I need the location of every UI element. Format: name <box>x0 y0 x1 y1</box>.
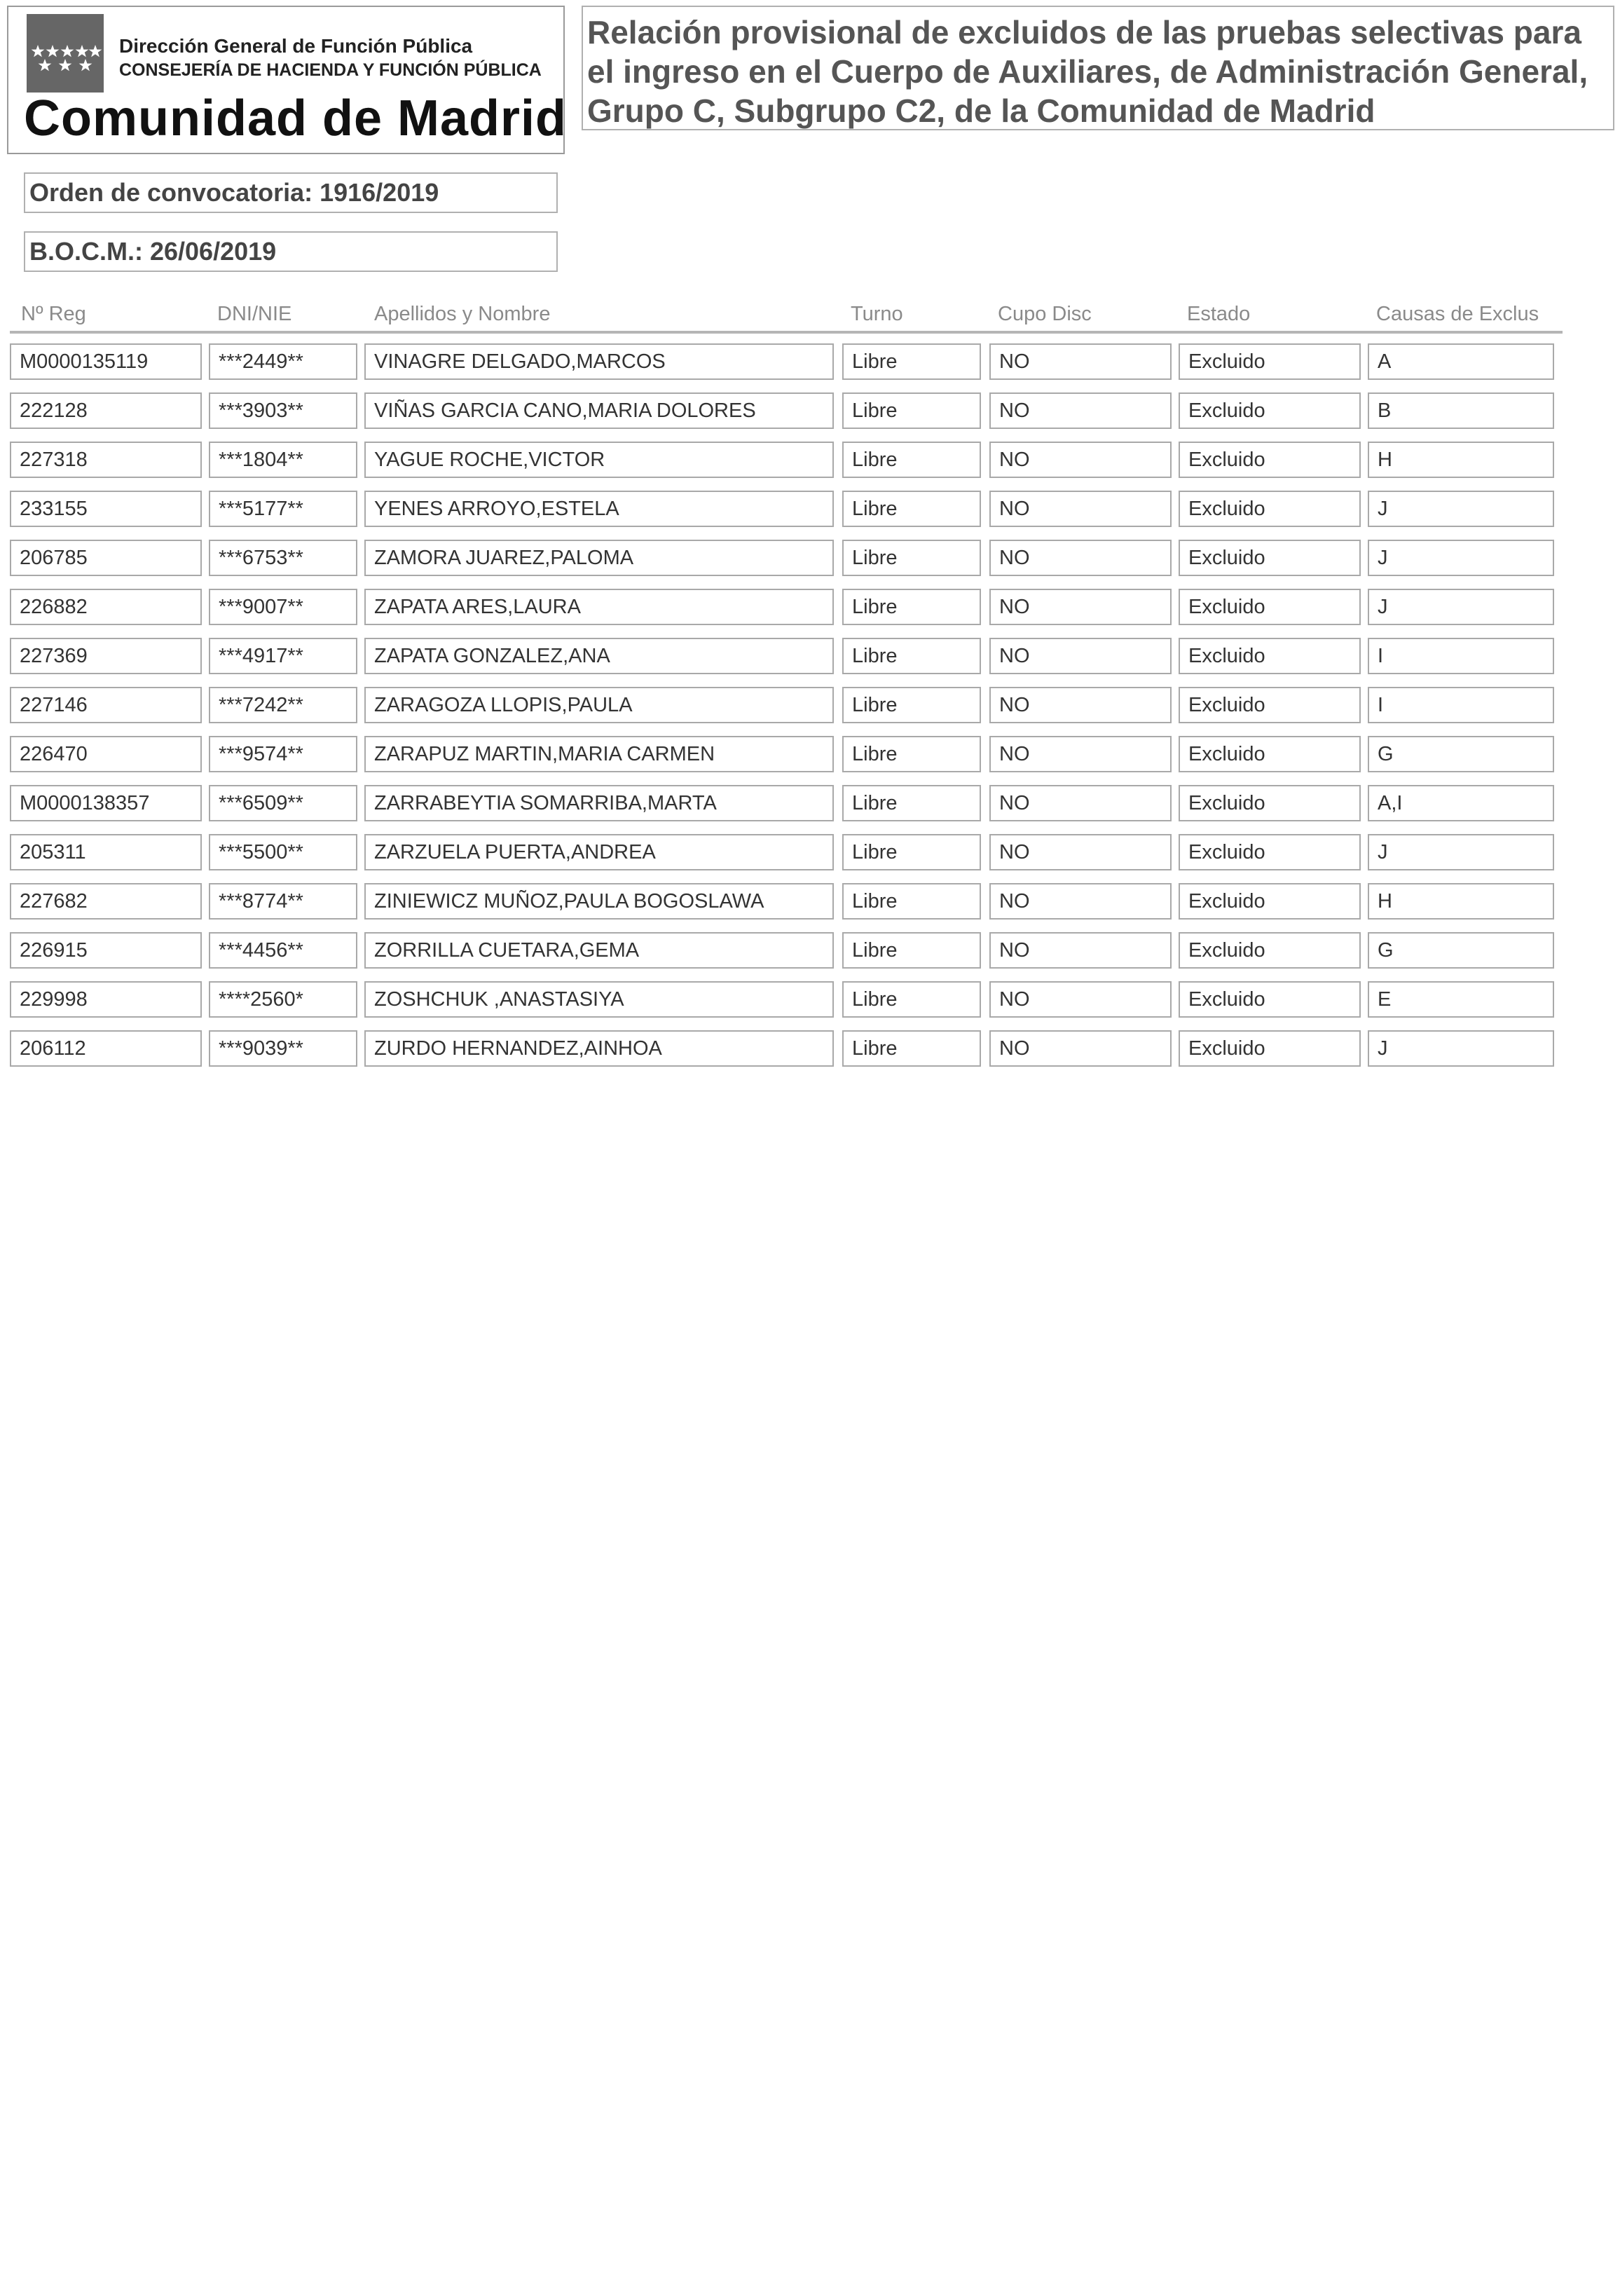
cell-reg: 206112 <box>10 1030 202 1067</box>
table-row <box>0 932 1620 969</box>
cell-estado: Excluido <box>1179 834 1361 870</box>
cell-turno: Libre <box>842 343 981 380</box>
bocm-date: B.O.C.M.: 26/06/2019 <box>24 231 558 272</box>
cell-cupo: NO <box>989 736 1172 772</box>
cell-name: VIÑAS GARCIA CANO,MARIA DOLORES <box>364 392 834 429</box>
cell-cupo: NO <box>989 343 1172 380</box>
cell-cupo: NO <box>989 491 1172 527</box>
cell-causa: A <box>1368 343 1554 380</box>
cell-estado: Excluido <box>1179 442 1361 478</box>
cell-turno: Libre <box>842 589 981 625</box>
cell-causa: A,I <box>1368 785 1554 821</box>
cell-dni: ***3903** <box>209 392 357 429</box>
cell-causa: B <box>1368 392 1554 429</box>
cell-causa: I <box>1368 638 1554 674</box>
cell-causa: H <box>1368 883 1554 920</box>
table-row <box>0 785 1620 821</box>
department-name: Dirección General de Función Pública <box>119 35 473 57</box>
cell-estado: Excluido <box>1179 785 1361 821</box>
cell-name: ZAMORA JUAREZ,PALOMA <box>364 540 834 576</box>
cell-dni: ***6509** <box>209 785 357 821</box>
cell-turno: Libre <box>842 736 981 772</box>
cell-causa: I <box>1368 687 1554 723</box>
cell-reg: 226470 <box>10 736 202 772</box>
cell-dni: ***5177** <box>209 491 357 527</box>
cell-reg: 229998 <box>10 981 202 1018</box>
header-causa: Causas de Exclus <box>1376 303 1539 325</box>
cell-cupo: NO <box>989 981 1172 1018</box>
table-row <box>0 589 1620 625</box>
cell-dni: ***9039** <box>209 1030 357 1067</box>
cell-reg: 227369 <box>10 638 202 674</box>
cell-turno: Libre <box>842 540 981 576</box>
header-reg: Nº Reg <box>21 303 86 325</box>
cell-name: ZARZUELA PUERTA,ANDREA <box>364 834 834 870</box>
cell-turno: Libre <box>842 981 981 1018</box>
cell-turno: Libre <box>842 883 981 920</box>
cell-reg: 206785 <box>10 540 202 576</box>
cell-turno: Libre <box>842 687 981 723</box>
table-row <box>0 343 1620 380</box>
cell-dni: ***9574** <box>209 736 357 772</box>
header-cupo: Cupo Disc <box>998 303 1092 325</box>
cell-dni: ***4456** <box>209 932 357 969</box>
cell-reg: 227682 <box>10 883 202 920</box>
cell-dni: ***7242** <box>209 687 357 723</box>
cell-reg: M0000138357 <box>10 785 202 821</box>
cell-name: ZARAPUZ MARTIN,MARIA CARMEN <box>364 736 834 772</box>
cell-cupo: NO <box>989 834 1172 870</box>
cell-estado: Excluido <box>1179 687 1361 723</box>
cell-causa: J <box>1368 491 1554 527</box>
cell-name: ZOSHCHUK ,ANASTASIYA <box>364 981 834 1018</box>
cell-causa: G <box>1368 932 1554 969</box>
cell-name: ZARRABEYTIA SOMARRIBA,MARTA <box>364 785 834 821</box>
cell-reg: 233155 <box>10 491 202 527</box>
cell-dni: ***8774** <box>209 883 357 920</box>
cell-dni: ***2449** <box>209 343 357 380</box>
madrid-stars-emblem-icon <box>27 14 104 93</box>
cell-cupo: NO <box>989 883 1172 920</box>
cell-turno: Libre <box>842 1030 981 1067</box>
cell-causa: J <box>1368 540 1554 576</box>
cell-reg: 226915 <box>10 932 202 969</box>
cell-estado: Excluido <box>1179 981 1361 1018</box>
cell-estado: Excluido <box>1179 638 1361 674</box>
cell-estado: Excluido <box>1179 883 1361 920</box>
table-row <box>0 638 1620 674</box>
title-line-2: el ingreso en el Cuerpo de Auxiliares, de Administración General, <box>587 53 1588 90</box>
cell-name: ZARAGOZA LLOPIS,PAULA <box>364 687 834 723</box>
table-row <box>0 687 1620 723</box>
cell-dni: ***4917** <box>209 638 357 674</box>
cell-name: YENES ARROYO,ESTELA <box>364 491 834 527</box>
table-row <box>0 736 1620 772</box>
table-row <box>0 392 1620 429</box>
cell-estado: Excluido <box>1179 491 1361 527</box>
title-line-1: Relación provisional de excluidos de las pruebas selectivas para <box>587 14 1581 50</box>
cell-name: ZAPATA GONZALEZ,ANA <box>364 638 834 674</box>
header-dni: DNI/NIE <box>217 303 292 325</box>
cell-turno: Libre <box>842 834 981 870</box>
cell-reg: 205311 <box>10 834 202 870</box>
cell-turno: Libre <box>842 785 981 821</box>
table-row <box>0 442 1620 478</box>
table-row <box>0 834 1620 870</box>
cell-name: ZAPATA ARES,LAURA <box>364 589 834 625</box>
cell-name: ZORRILLA CUETARA,GEMA <box>364 932 834 969</box>
cell-reg: 227318 <box>10 442 202 478</box>
organization-logo-text: Comunidad de Madrid <box>24 90 567 146</box>
cell-cupo: NO <box>989 540 1172 576</box>
cell-causa: J <box>1368 1030 1554 1067</box>
cell-causa: H <box>1368 442 1554 478</box>
cell-estado: Excluido <box>1179 392 1361 429</box>
document-title <box>587 13 1607 130</box>
cell-causa: G <box>1368 736 1554 772</box>
cell-estado: Excluido <box>1179 589 1361 625</box>
cell-dni: ***9007** <box>209 589 357 625</box>
cell-estado: Excluido <box>1179 1030 1361 1067</box>
cell-name: YAGUE ROCHE,VICTOR <box>364 442 834 478</box>
cell-estado: Excluido <box>1179 343 1361 380</box>
cell-reg: 227146 <box>10 687 202 723</box>
cell-dni: ***5500** <box>209 834 357 870</box>
cell-cupo: NO <box>989 442 1172 478</box>
cell-cupo: NO <box>989 589 1172 625</box>
cell-turno: Libre <box>842 932 981 969</box>
cell-cupo: NO <box>989 687 1172 723</box>
cell-cupo: NO <box>989 638 1172 674</box>
table-row <box>0 981 1620 1018</box>
cell-estado: Excluido <box>1179 736 1361 772</box>
cell-cupo: NO <box>989 1030 1172 1067</box>
cell-turno: Libre <box>842 638 981 674</box>
cell-estado: Excluido <box>1179 540 1361 576</box>
cell-reg: M0000135119 <box>10 343 202 380</box>
cell-dni: ***1804** <box>209 442 357 478</box>
orden-convocatoria: Orden de convocatoria: 1916/2019 <box>24 172 558 213</box>
table-row <box>0 540 1620 576</box>
ministry-name: CONSEJERÍA DE HACIENDA Y FUNCIÓN PÚBLICA <box>119 60 542 80</box>
cell-cupo: NO <box>989 392 1172 429</box>
cell-estado: Excluido <box>1179 932 1361 969</box>
cell-cupo: NO <box>989 785 1172 821</box>
header-name: Apellidos y Nombre <box>374 303 551 325</box>
cell-reg: 226882 <box>10 589 202 625</box>
cell-turno: Libre <box>842 491 981 527</box>
cell-causa: E <box>1368 981 1554 1018</box>
title-line-3: Grupo C, Subgrupo C2, de la Comunidad de Madrid <box>587 93 1375 129</box>
cell-cupo: NO <box>989 932 1172 969</box>
header-estado: Estado <box>1187 303 1251 325</box>
cell-reg: 222128 <box>10 392 202 429</box>
cell-dni: ****2560* <box>209 981 357 1018</box>
header-turno: Turno <box>851 303 903 325</box>
cell-turno: Libre <box>842 442 981 478</box>
cell-turno: Libre <box>842 392 981 429</box>
table-row <box>0 491 1620 527</box>
cell-name: VINAGRE DELGADO,MARCOS <box>364 343 834 380</box>
cell-causa: J <box>1368 834 1554 870</box>
cell-name: ZINIEWICZ MUÑOZ,PAULA BOGOSLAWA <box>364 883 834 920</box>
cell-name: ZURDO HERNANDEZ,AINHOA <box>364 1030 834 1067</box>
header-logo-box <box>7 6 565 154</box>
cell-causa: J <box>1368 589 1554 625</box>
table-row <box>0 1030 1620 1067</box>
cell-dni: ***6753** <box>209 540 357 576</box>
table-row <box>0 883 1620 920</box>
table-header <box>10 297 1563 334</box>
document-title-box <box>582 6 1614 130</box>
